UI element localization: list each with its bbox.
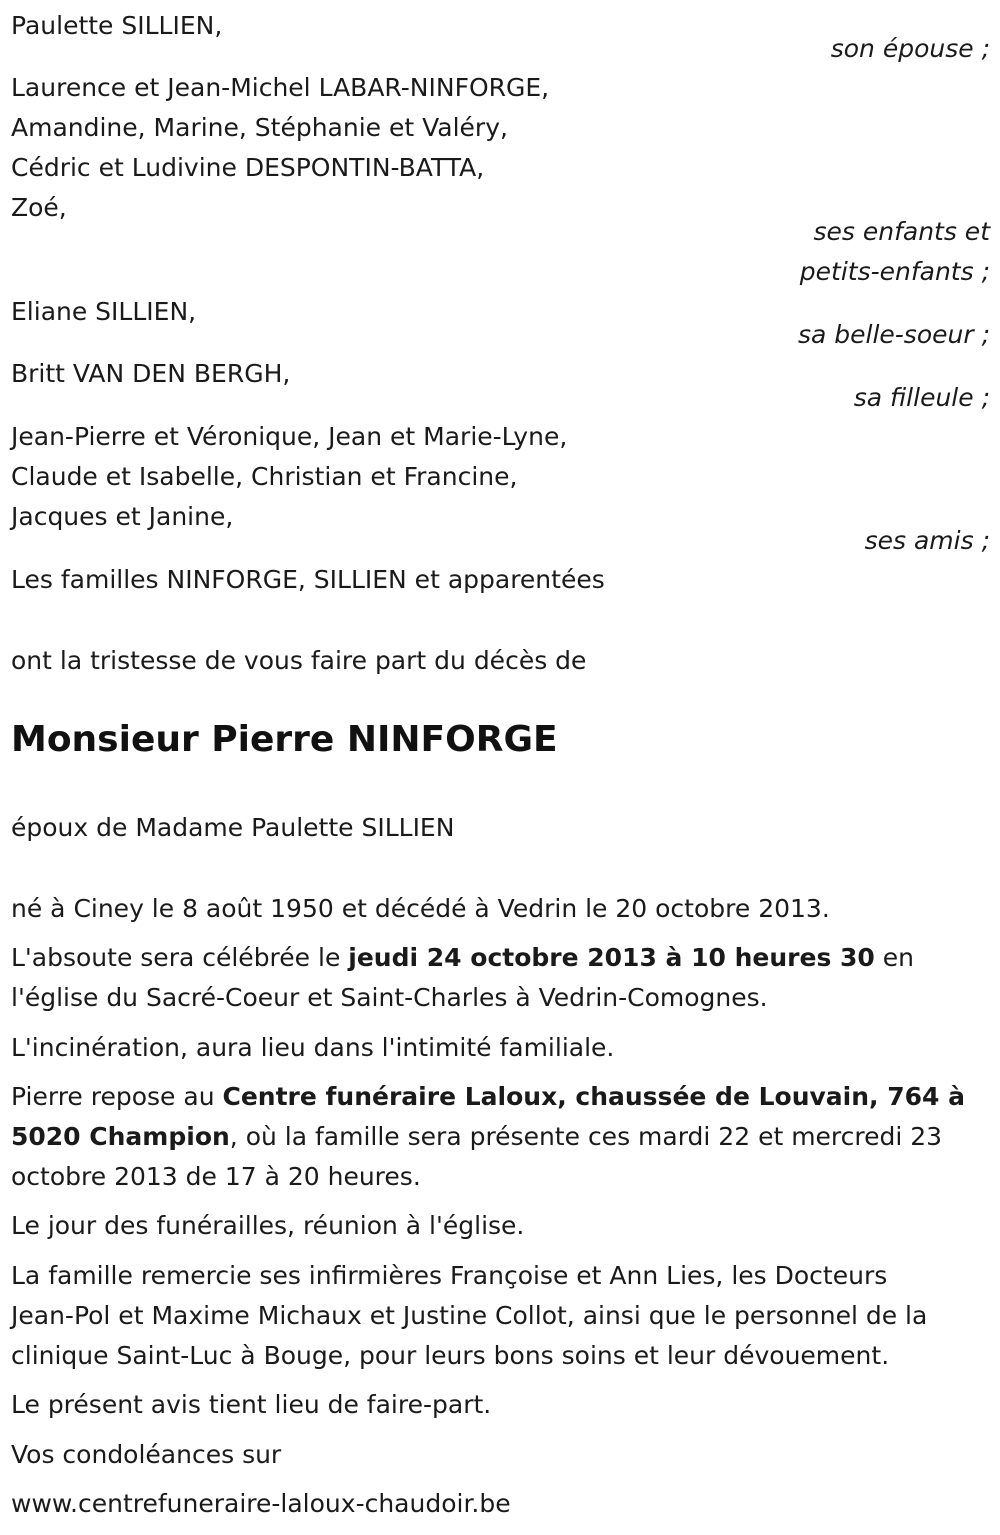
families-line: Les familles NINFORGE, SILLIEN et apparentées bbox=[11, 565, 605, 594]
absoute-line-1 bbox=[11, 943, 914, 973]
goddaughter-name: Britt VAN DEN BERGH, bbox=[11, 359, 291, 388]
thanks-line-2: Jean-Pol et Maxime Michaux et Justine Collot, ainsi que le personnel de la bbox=[11, 1301, 928, 1330]
children-relation-1: ses enfants et bbox=[813, 217, 990, 246]
condolences-text: Vos condoléances sur bbox=[11, 1440, 282, 1469]
children-line-4: Zoé, bbox=[11, 193, 67, 222]
sister-in-law-name: Eliane SILLIEN, bbox=[11, 297, 197, 326]
absoute-line-2: l'église du Sacré-Coeur et Saint-Charles à Vedrin-Comognes. bbox=[11, 983, 768, 1012]
website-link[interactable]: www.centrefuneraire-laloux-chaudoir.be bbox=[11, 1489, 511, 1518]
incineration-text: L'incinération, aura lieu dans l'intimité familiale. bbox=[11, 1033, 615, 1062]
deceased-name: Monsieur Pierre NINFORGE bbox=[11, 719, 558, 760]
birth-death-text: né à Ciney le 8 août 1950 et décédé à Vedrin le 20 octobre 2013. bbox=[11, 894, 830, 923]
spouse-name: Paulette SILLIEN, bbox=[11, 11, 223, 40]
announcement-text: ont la tristesse de vous faire part du décès de bbox=[11, 646, 587, 675]
repose-pre: Pierre repose au bbox=[11, 1082, 223, 1111]
children-line-3: Cédric et Ludivine DESPONTIN-BATTA, bbox=[11, 153, 485, 182]
sister-in-law-relation: sa belle-soeur ; bbox=[797, 320, 990, 349]
thanks-line-3: clinique Saint-Luc à Bouge, pour leurs bons soins et leur dévouement. bbox=[11, 1341, 890, 1370]
friends-relation: ses amis ; bbox=[864, 526, 990, 555]
repose-location-2: 5020 Champion bbox=[11, 1122, 230, 1151]
repose-line-3: octobre 2013 de 17 à 20 heures. bbox=[11, 1162, 421, 1191]
repose-line-1 bbox=[11, 1082, 965, 1112]
goddaughter-relation: sa filleule ; bbox=[853, 383, 990, 412]
repose-post: , où la famille sera présente ces mardi 22 et mercredi 23 bbox=[229, 1122, 943, 1151]
repose-line-2 bbox=[11, 1122, 942, 1152]
children-line-2: Amandine, Marine, Stéphanie et Valéry, bbox=[11, 113, 508, 142]
friends-line-1: Jean-Pierre et Véronique, Jean et Marie-Lyne, bbox=[11, 422, 568, 451]
children-relation-2: petits-enfants ; bbox=[799, 257, 990, 286]
repose-location-1: Centre funéraire Laloux, chaussée de Louvain, 764 à bbox=[222, 1082, 966, 1111]
funeral-day-text: Le jour des funérailles, réunion à l'église. bbox=[11, 1211, 525, 1240]
children-line-1: Laurence et Jean-Michel LABAR-NINFORGE, bbox=[11, 73, 550, 102]
absoute-pre: L'absoute sera célébrée le bbox=[11, 943, 349, 972]
friends-line-2: Claude et Isabelle, Christian et Francine, bbox=[11, 462, 518, 491]
absoute-post: en bbox=[874, 943, 915, 972]
spouse-relation: son épouse ; bbox=[830, 34, 990, 63]
friends-line-3: Jacques et Janine, bbox=[11, 502, 234, 531]
spouse-of-text: époux de Madame Paulette SILLIEN bbox=[11, 813, 455, 842]
notice-text: Le présent avis tient lieu de faire-part. bbox=[11, 1390, 492, 1419]
absoute-date: jeudi 24 octobre 2013 à 10 heures 30 bbox=[348, 943, 875, 972]
thanks-line-1: La famille remercie ses infirmières Françoise et Ann Lies, les Docteurs bbox=[11, 1261, 888, 1290]
